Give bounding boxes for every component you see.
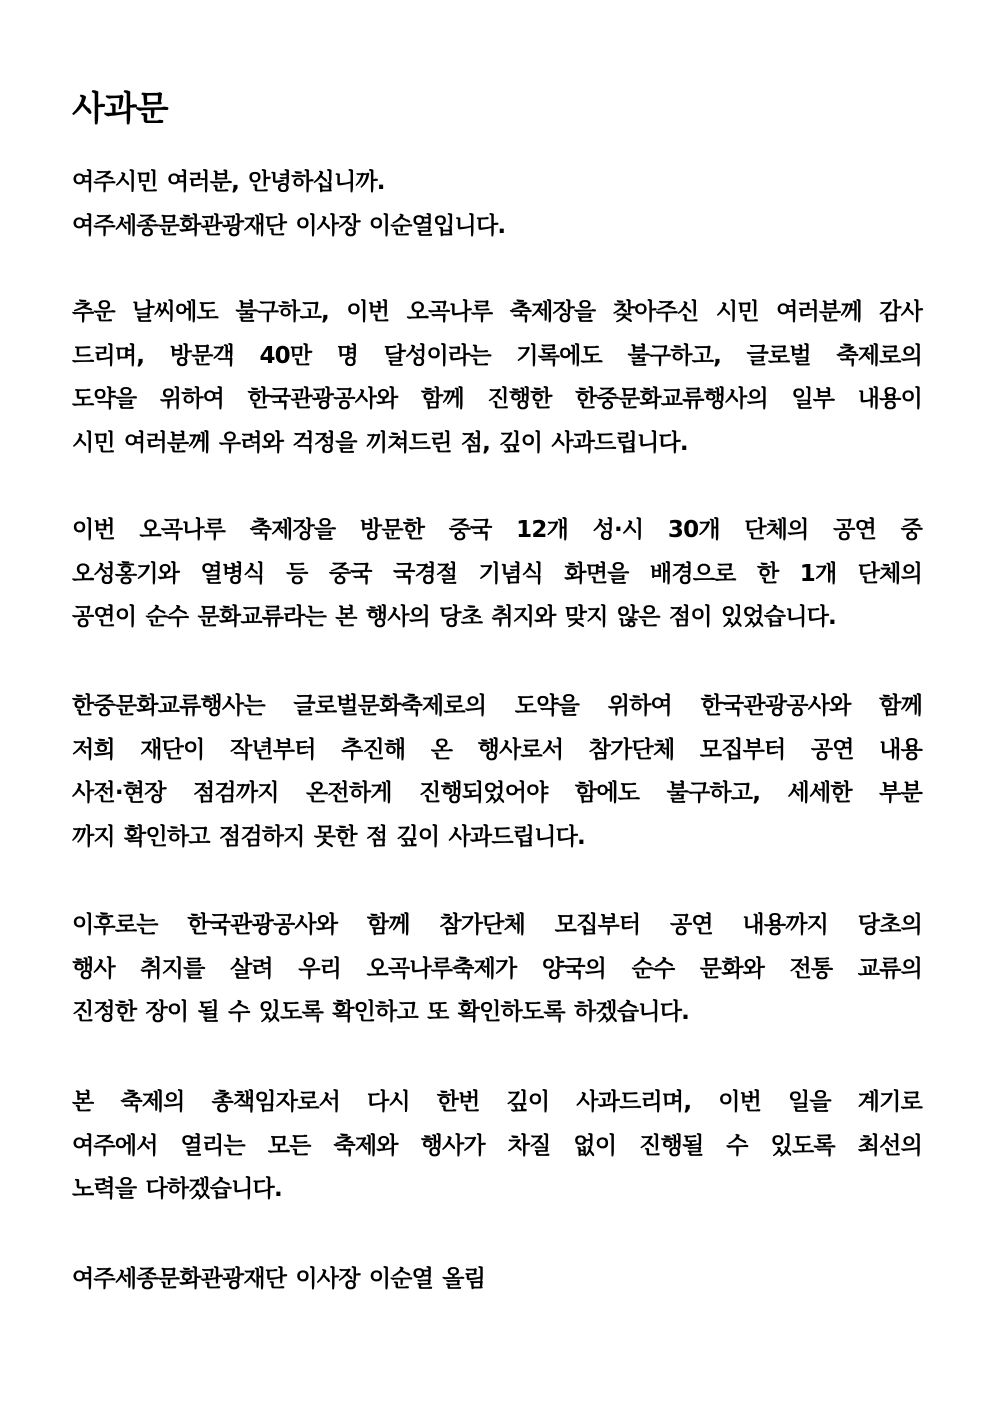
signature (72, 1258, 922, 1302)
greeting-line: 여주세종문화관광재단 이사장 이순열입니다. (72, 212, 506, 239)
paragraph-line: 사전·현장 점검까지 온전하게 진행되었어야 함에도 불구하고, 세세한 부분 (72, 780, 922, 807)
signature-line: 여주세종문화관광재단 이사장 이순열 올림 (72, 1266, 486, 1292)
paragraph-line: 도약을 위하여 한국관광공사와 함께 진행한 한중문화교류행사의 일부 내용이 (72, 386, 922, 413)
paragraph-3 (72, 685, 922, 860)
greeting-line: 여주시민 여러분, 안녕하십니까. (72, 169, 385, 195)
paragraph-line: 행사 취지를 살려 우리 오곡나루축제가 양국의 순수 문화와 전통 교류의 (72, 955, 922, 982)
paragraph-line: 한중문화교류행사는 글로벌문화축제로의 도약을 위하여 한국관광공사와 함께 (72, 693, 922, 719)
paragraph-1 (72, 291, 922, 466)
paragraph-2 (72, 509, 922, 640)
paragraph-line: 저희 재단이 작년부터 추진해 온 행사로서 참가단체 모집부터 공연 내용 (72, 736, 922, 763)
paragraph-line: 추운 날씨에도 불구하고, 이번 오곡나루 축제장을 찾아주신 시민 여러분께 감사 (72, 299, 922, 325)
document-title: 사과문 (72, 89, 168, 129)
paragraph-line: 드리며, 방문객 40만 명 달성이라는 기록에도 불구하고, 글로벌 축제로의 (72, 342, 922, 369)
paragraph-line: 오성홍기와 열병식 등 중국 국경절 기념식 화면을 배경으로 한 1개 단체의 (72, 560, 922, 587)
paragraph-4 (72, 904, 922, 1035)
paragraph-5 (72, 1081, 922, 1212)
paragraph-line: 공연이 순수 문화교류라는 본 행사의 당초 취지와 맞지 않은 점이 있었습니다. (72, 604, 836, 631)
greeting (72, 161, 922, 248)
paragraph-line: 노력을 다하겠습니다. (72, 1176, 282, 1203)
paragraph-line: 진정한 장이 될 수 있도록 확인하고 또 확인하도록 하겠습니다. (72, 999, 690, 1026)
paragraph-line: 이번 오곡나루 축제장을 방문한 중국 12개 성·시 30개 단체의 공연 중 (72, 517, 922, 543)
paragraph-line: 시민 여러분께 우려와 걱정을 끼쳐드린 점, 깊이 사과드립니다. (72, 430, 688, 457)
paragraph-line: 본 축제의 총책임자로서 다시 한번 깊이 사과드리며, 이번 일을 계기로 (72, 1089, 922, 1115)
paragraph-line: 여주에서 열리는 모든 축제와 행사가 차질 없이 진행될 수 있도록 최선의 (72, 1132, 922, 1159)
paragraph-line: 이후로는 한국관광공사와 함께 참가단체 모집부터 공연 내용까지 당초의 (72, 912, 922, 938)
paragraph-line: 까지 확인하고 점검하지 못한 점 깊이 사과드립니다. (72, 824, 585, 851)
